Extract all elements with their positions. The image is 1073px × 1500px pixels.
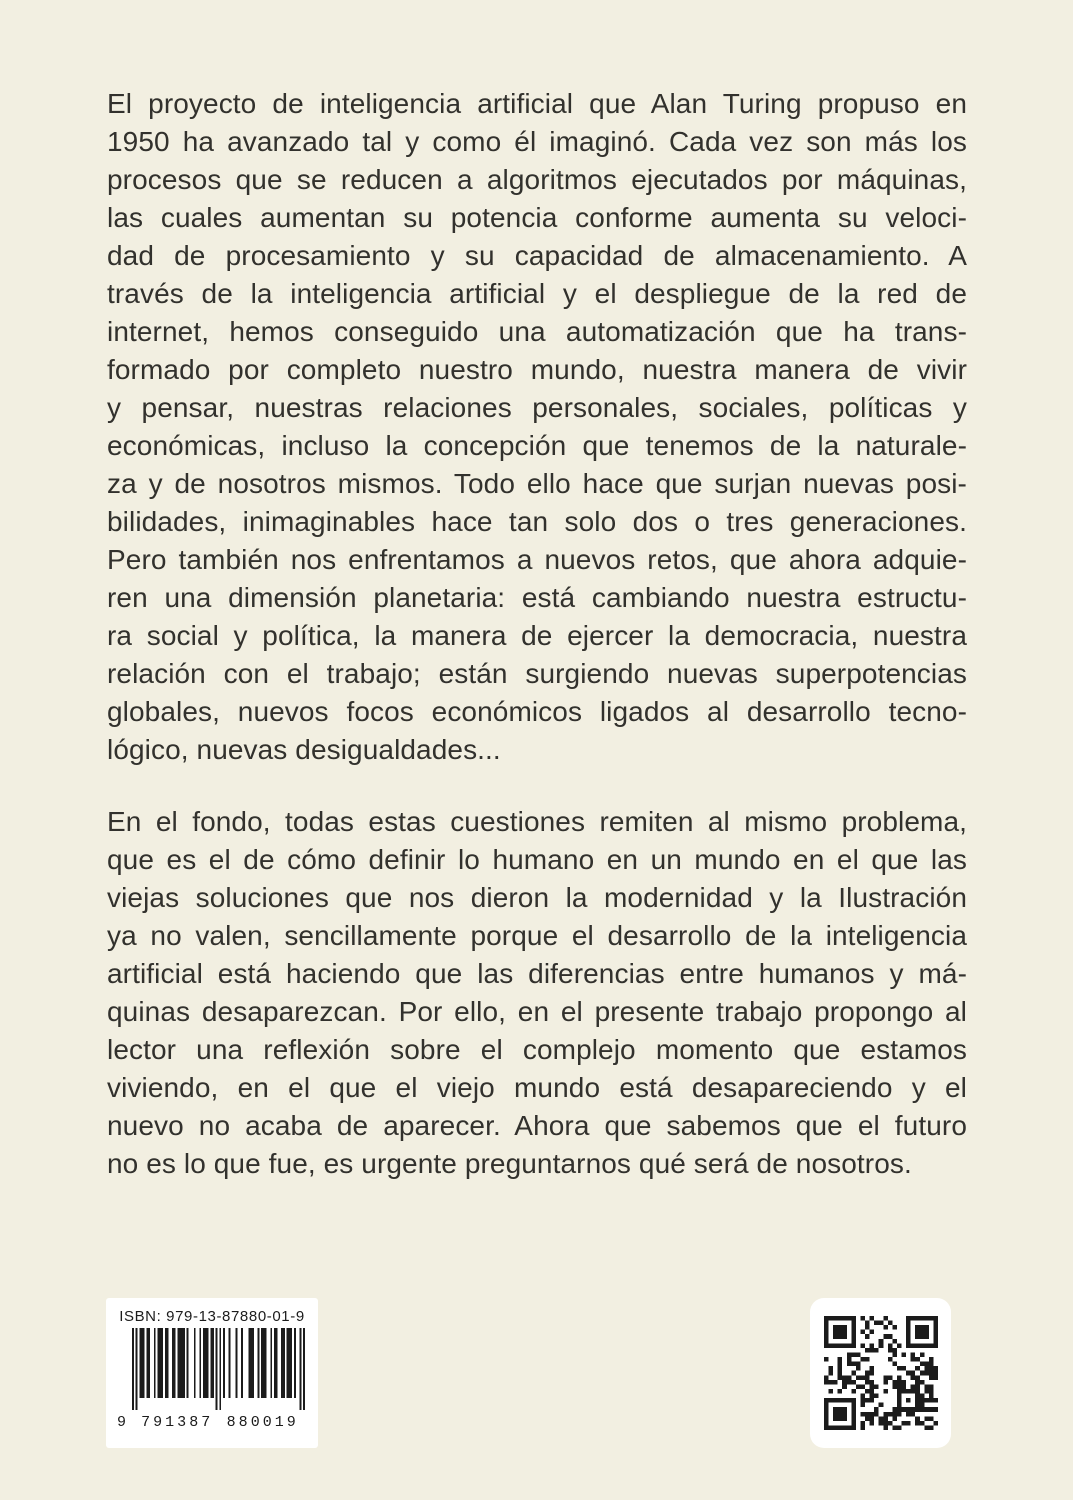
qr-panel xyxy=(810,1298,951,1448)
synopsis-text xyxy=(107,85,967,1217)
text-line: En el fondo, todas estas cuestiones remiten al mismo problema, xyxy=(107,806,967,837)
text-line: formado por completo nuestro mundo, nuestra manera de vivir xyxy=(107,354,967,385)
text-line: viviendo, en el que el viejo mundo está desapareciendo y el xyxy=(107,1072,967,1103)
text-line: través de la inteligencia artificial y el despliegue de la red de xyxy=(107,278,967,309)
text-line: no es lo que fue, es urgente preguntarnos qué será de nosotros. xyxy=(107,1148,912,1179)
text-line: Pero también nos enfrentamos a nuevos retos, que ahora adquie- xyxy=(107,544,967,575)
text-line: y pensar, nuestras relaciones personales, sociales, políticas y xyxy=(107,392,967,423)
text-line: lógico, nuevas desigualdades... xyxy=(107,734,501,765)
ean13-barcode-icon xyxy=(114,1328,310,1432)
paragraph xyxy=(107,85,967,769)
text-line: dad de procesamiento y su capacidad de almacenamiento. A xyxy=(107,240,967,271)
barcode-panel xyxy=(106,1298,318,1448)
text-line: ren una dimensión planetaria: está cambiando nuestra estructu- xyxy=(107,582,967,613)
text-line: viejas soluciones que nos dieron la modernidad y la Ilustración xyxy=(107,882,967,913)
text-line: quinas desaparezcan. Por ello, en el presente trabajo propongo al xyxy=(107,996,967,1027)
text-line: las cuales aumentan su potencia conforme aumenta su veloci- xyxy=(107,202,967,233)
text-line: que es el de cómo definir lo humano en un mundo en el que las xyxy=(107,844,967,875)
text-line: 1950 ha avanzado tal y como él imaginó. Cada vez son más los xyxy=(107,126,967,157)
text-line: ya no valen, sencillamente porque el desarrollo de la inteligencia xyxy=(107,920,967,951)
text-line: globales, nuevos focos económicos ligados al desarrollo tecno- xyxy=(107,696,967,727)
text-line: económicas, incluso la concepción que tenemos de la naturale- xyxy=(107,430,967,461)
svg-text:9: 9 xyxy=(117,1414,127,1431)
text-line: lector una reflexión sobre el complejo momento que estamos xyxy=(107,1034,967,1065)
svg-text:880019: 880019 xyxy=(226,1414,296,1431)
svg-text:791387: 791387 xyxy=(141,1414,211,1431)
text-line: relación con el trabajo; están surgiendo nuevas superpotencias xyxy=(107,658,967,689)
text-line: nuevo no acaba de aparecer. Ahora que sabemos que el futuro xyxy=(107,1110,967,1141)
text-line: El proyecto de inteligencia artificial que Alan Turing propuso en xyxy=(107,88,967,119)
text-line: bilidades, inimaginables hace tan solo dos o tres generaciones. xyxy=(107,506,967,537)
text-line: ra social y política, la manera de ejercer la democracia, nuestra xyxy=(107,620,967,651)
paragraph xyxy=(107,803,967,1183)
text-line: internet, hemos conseguido una automatización que ha trans- xyxy=(107,316,967,347)
qr-code-icon xyxy=(824,1316,938,1430)
text-line: artificial está haciendo que las diferencias entre humanos y má- xyxy=(107,958,967,989)
text-line: procesos que se reducen a algoritmos ejecutados por máquinas, xyxy=(107,164,967,195)
text-line: za y de nosotros mismos. Todo ello hace que surjan nuevas posi- xyxy=(107,468,967,499)
isbn-label: ISBN: 979-13-87880-01-9 xyxy=(119,1308,305,1325)
